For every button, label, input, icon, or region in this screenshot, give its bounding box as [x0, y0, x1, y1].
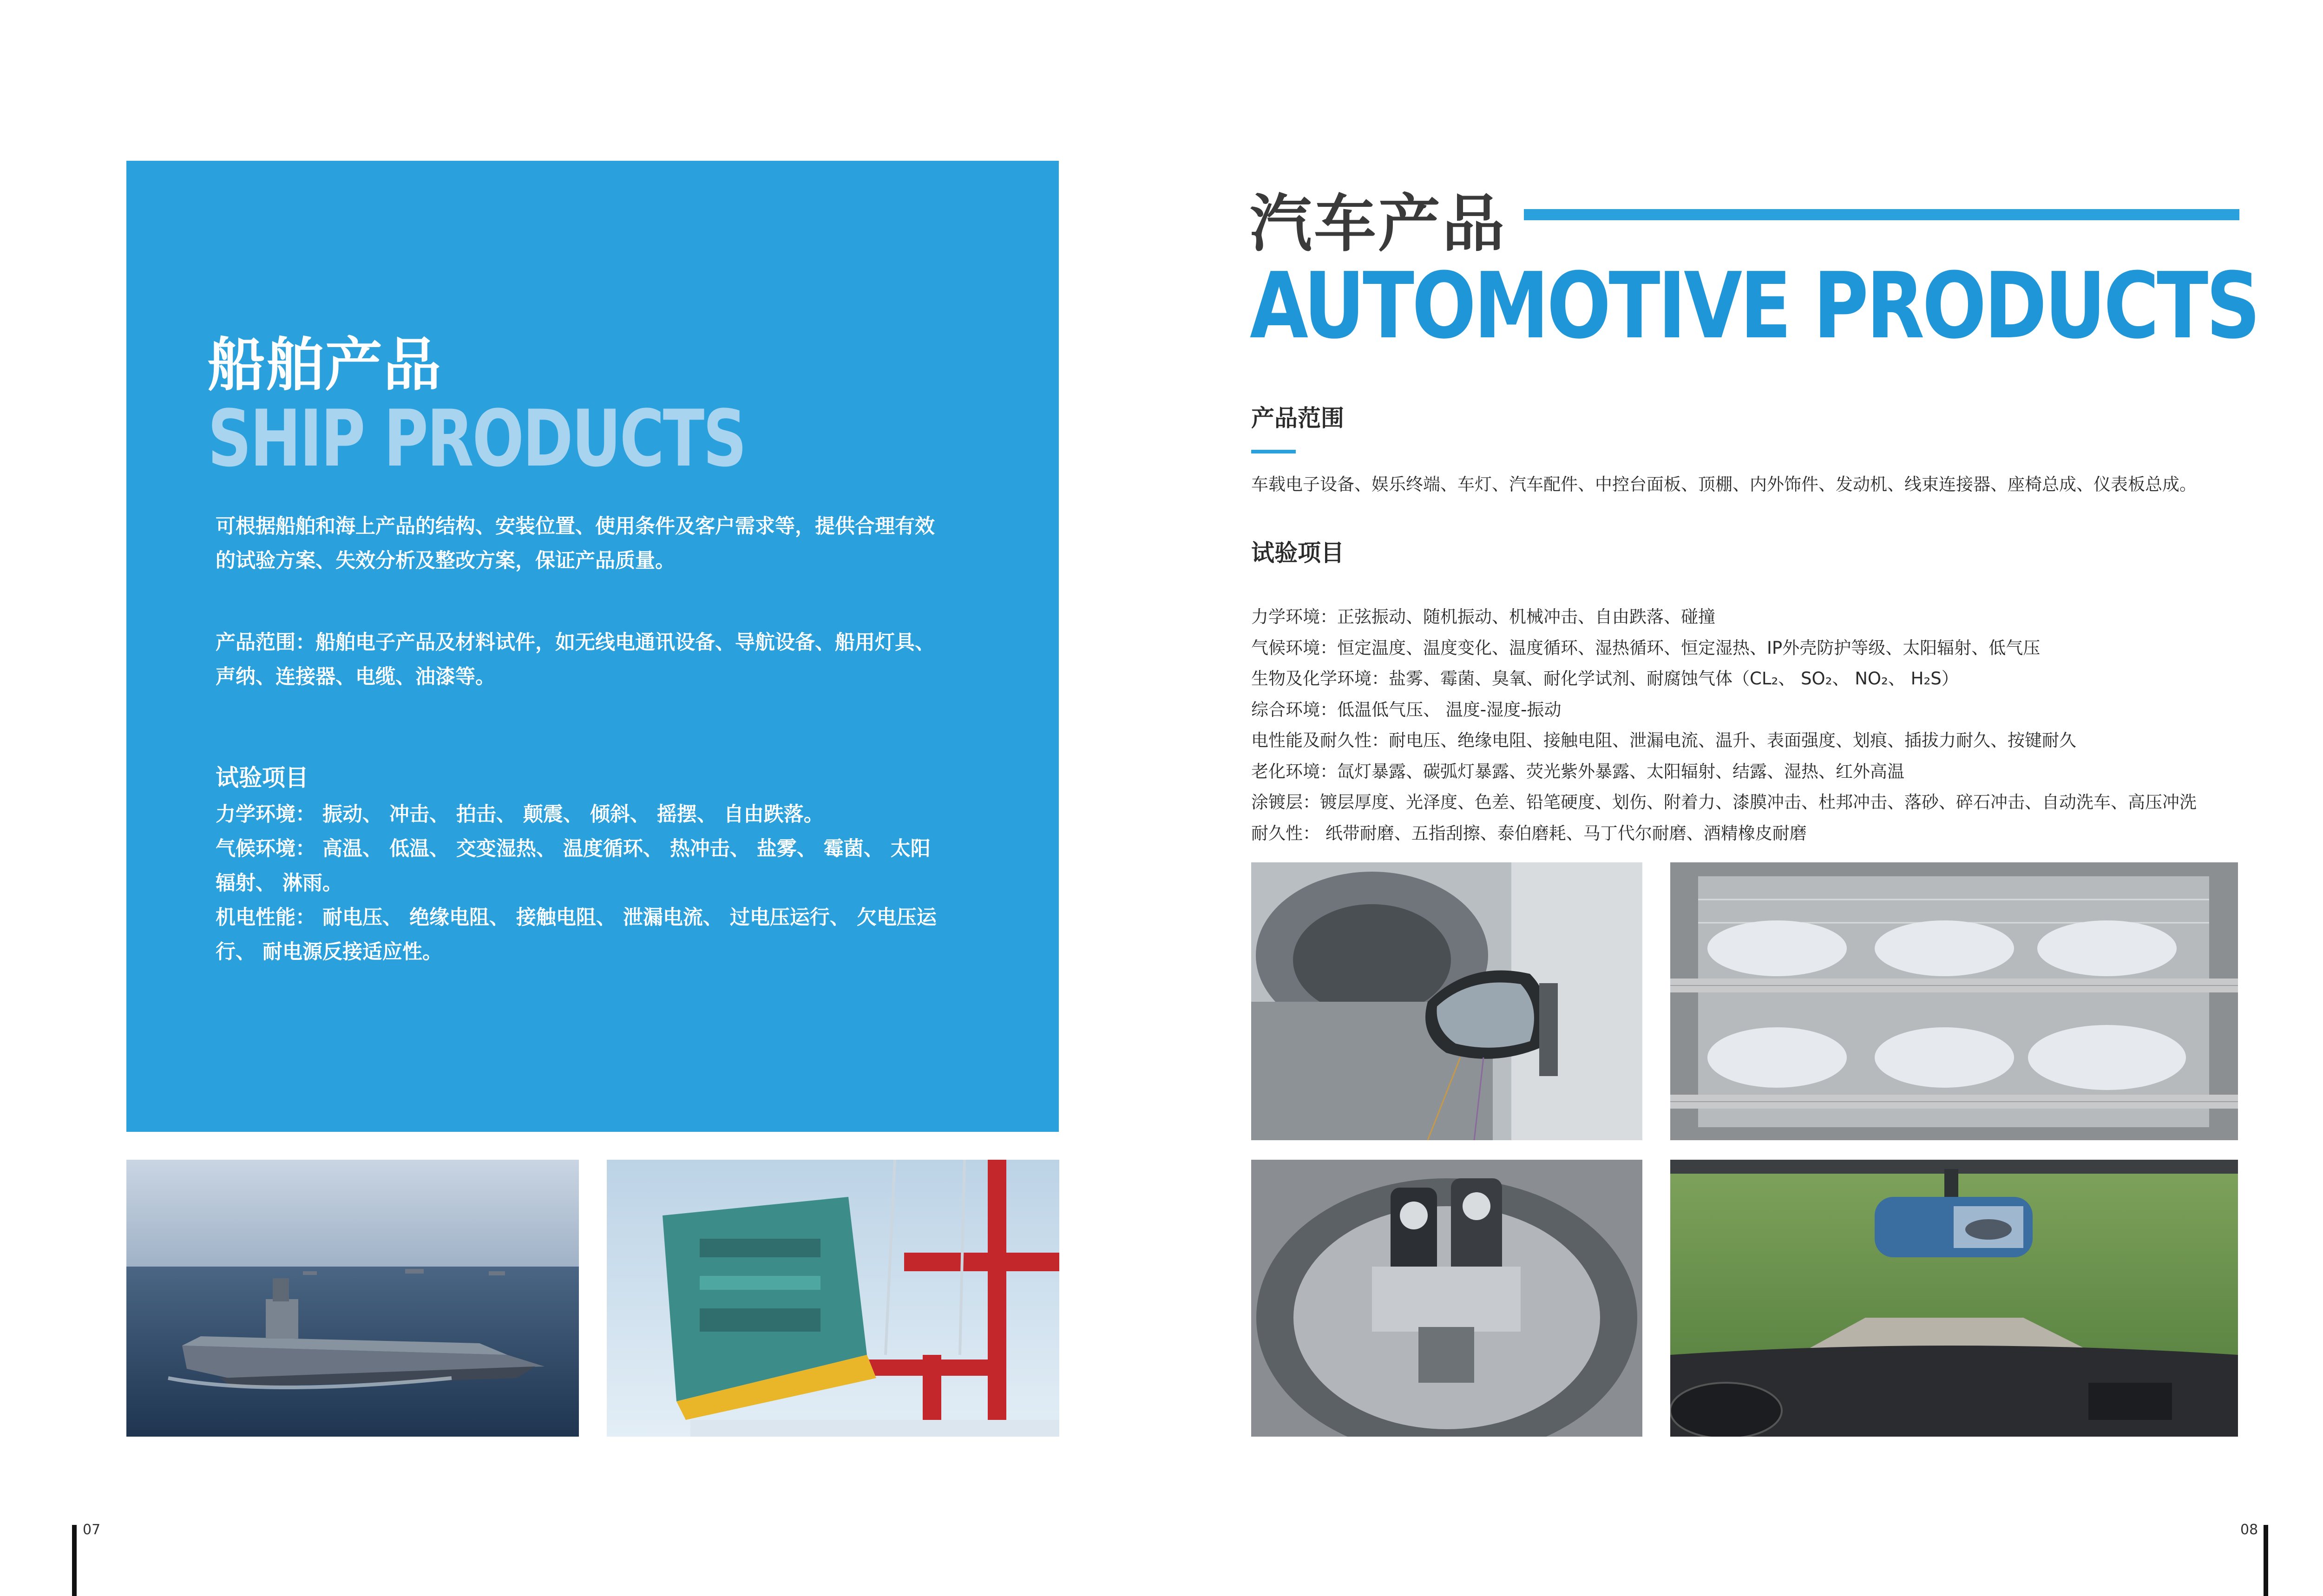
auto-test-item: 涂镀层：镀层厚度、光泽度、色差、铅笔硬度、划伤、附着力、漆膜冲击、杜邦冲击、落砂、碎石冲击、自动洗车、高压冲洗 — [1251, 792, 2197, 812]
auto-test-heading: 试验项目 — [1251, 539, 1344, 566]
ship-intro-text: 可根据船舶和海上产品的结构、安装位置、使用条件及客户需求等，提供合理有效的试验方案、失效分析及整改方案，保证产品质量。 — [216, 515, 935, 572]
ship-test-heading: 试验项目 — [216, 764, 308, 791]
aircraft-carrier-photo — [126, 1160, 579, 1437]
page-marker-bar — [72, 1525, 77, 1596]
climate-chamber-photo — [1670, 862, 2238, 1140]
ship-test-item: 力学环境： 振动、 冲击、 拍击、 颠震、 倾斜、 摇摆、 自由跌落。 — [216, 803, 824, 826]
auto-test-item: 力学环境：正弦振动、随机振动、机械冲击、自由跌落、碰撞 — [1251, 607, 1715, 627]
auto-title-cn: 汽车产品 — [1250, 188, 1507, 260]
test-fixture-photo — [1251, 1160, 1642, 1437]
ship-scope-text: 产品范围：船舶电子产品及材料试件，如无线电通讯设备、导航设备、船用灯具、声纳、连接器、电缆、油漆等。 — [216, 631, 935, 689]
offshore-module-crane-photo — [607, 1160, 1059, 1437]
scope-heading: 产品范围 — [1251, 405, 1344, 432]
auto-test-item: 老化环境：氙灯暴露、碳弧灯暴露、荧光紫外暴露、太阳辐射、结露、湿热、红外高温 — [1251, 761, 1904, 782]
auto-test-item: 生物及化学环境：盐雾、霉菌、臭氧、耐化学试剂、耐腐蚀气体（CL₂、 SO₂、 NO₂、 H₂S） — [1251, 669, 1959, 689]
auto-title-en: AUTOMOTIVE PRODUCTS — [1250, 253, 2258, 359]
ship-test-list — [216, 797, 950, 969]
auto-test-item: 电性能及耐久性：耐电压、绝缘电阻、接触电阻、泄漏电流、温升、表面强度、划痕、插拔力耐久、按键耐久 — [1251, 730, 2076, 750]
vibration-test-mirror-photo — [1251, 862, 1642, 1140]
page-number: 08 — [2240, 1522, 2258, 1538]
auto-test-item: 耐久性： 纸带耐磨、五指刮擦、泰伯磨耗、马丁代尔耐磨、酒精橡皮耐磨 — [1251, 823, 1807, 843]
dashcam-mirror-photo — [1670, 1160, 2238, 1437]
ship-test-item: 机电性能： 耐电压、 绝缘电阻、 接触电阻、 泄漏电流、 过电压运行、 欠电压运行、 耐电源反接适应性。 — [216, 906, 937, 964]
ship-test-item: 气候环境： 高温、 低温、 交变湿热、 温度循环、 热冲击、 盐雾、 霉菌、 太阳辐射、 淋雨。 — [216, 837, 931, 895]
page-marker-bar — [2264, 1525, 2268, 1596]
page-number: 07 — [83, 1522, 101, 1538]
auto-scope-text: 车载电子设备、娱乐终端、车灯、汽车配件、中控台面板、顶棚、内外饰件、发动机、线束连接器、座椅总成、仪表板总成。 — [1251, 474, 2197, 494]
ship-title-cn: 船舶产品 — [208, 332, 442, 399]
heading-underline — [1251, 450, 1296, 453]
title-divider — [1524, 209, 2239, 220]
ship-title-en: SHIP PRODUCTS — [208, 393, 746, 484]
ship-info-panel — [126, 161, 1059, 1132]
auto-test-item: 综合环境：低温低气压、 温度-湿度-振动 — [1251, 699, 1562, 720]
auto-test-list — [1251, 602, 2197, 849]
auto-test-item: 气候环境：恒定温度、温度变化、温度循环、湿热循环、恒定湿热、IP外壳防护等级、太阳辐射、低气压 — [1251, 637, 2041, 658]
